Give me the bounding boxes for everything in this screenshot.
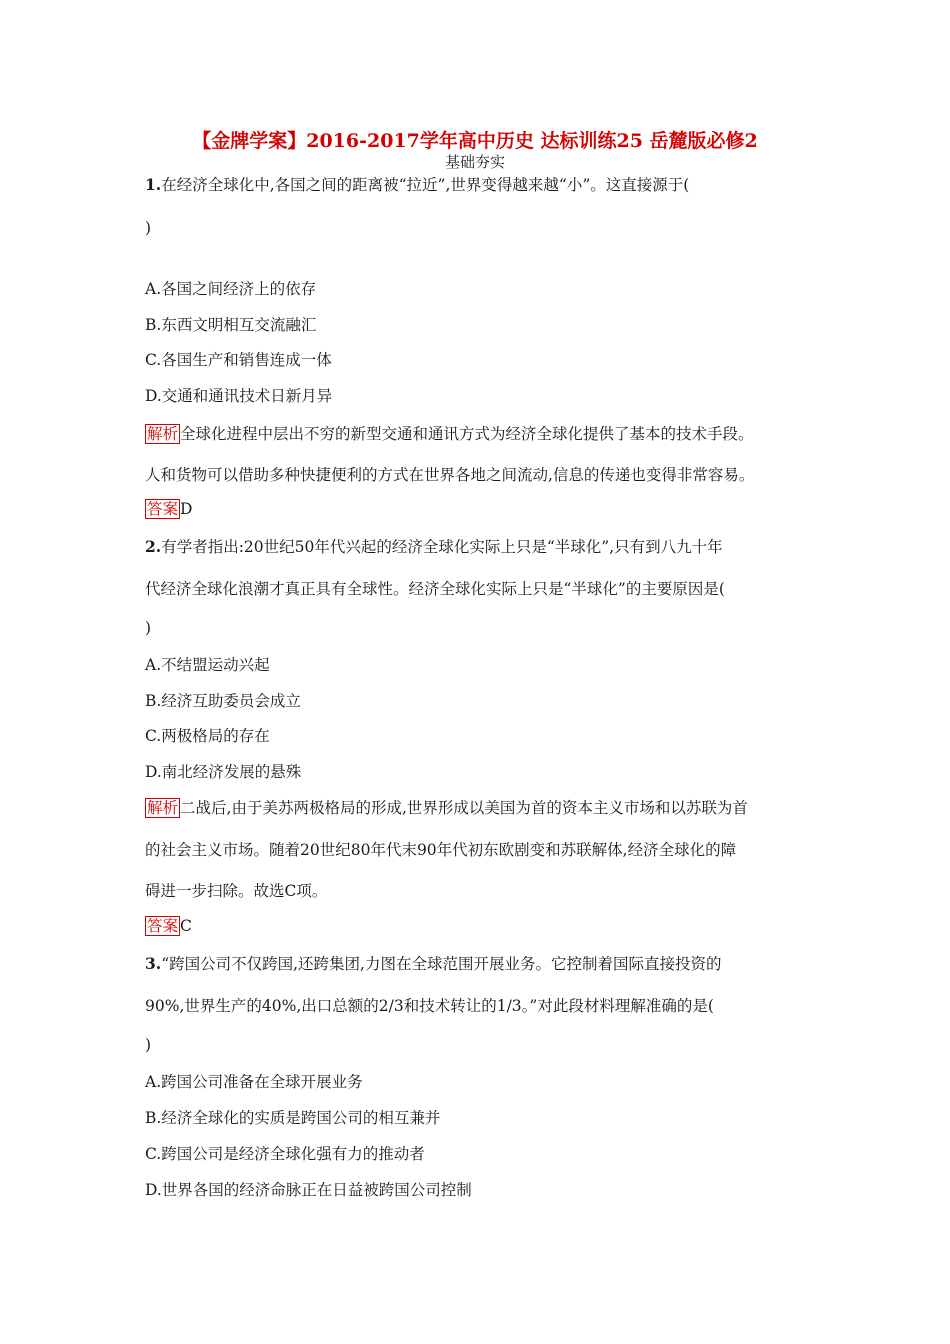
q2-number: 2. (145, 537, 162, 556)
q3-stem-line-1 (145, 954, 721, 974)
analysis-tag: 解析 (147, 425, 179, 443)
q1-stem-line-2: ) (145, 219, 152, 237)
q1-option-b: B.东西文明相互交流融汇 (145, 316, 317, 334)
q2-option-d: D.南北经济发展的悬殊 (145, 763, 302, 781)
q3-stem-text: “跨国公司不仅跨国,还跨集团,力图在全球范围开展业务。它控制着国际直接投资的 (161, 955, 722, 973)
q1-analysis-line-2: 人和货物可以借助多种快捷便利的方式在世界各地之间流动,信息的传递也变得非常容易。 (145, 466, 755, 484)
q1-analysis-line-1 (145, 424, 754, 444)
section-heading: 基础夯实 (444, 153, 505, 171)
q3-option-c: C.跨国公司是经济全球化强有力的推动者 (145, 1145, 425, 1163)
answer-tag: 答案 (147, 500, 179, 518)
q1-option-c: C.各国生产和销售连成一体 (145, 351, 332, 369)
q2-analysis-line-3: 碍进一步扫除。故选C项。 (145, 882, 328, 900)
q1-stem-line-1 (145, 175, 689, 195)
q2-answer (145, 916, 192, 936)
q2-analysis-text: 二战后,由于美苏两极格局的形成,世界形成以美国为首的资本主义市场和以苏联为首 (180, 799, 748, 817)
q1-answer (145, 499, 192, 519)
q2-option-c: C.两极格局的存在 (145, 727, 270, 745)
q3-number: 3. (145, 954, 162, 973)
q3-option-a: A.跨国公司准备在全球开展业务 (145, 1073, 363, 1091)
q2-stem-text: 有学者指出:20世纪50年代兴起的经济全球化实际上只是“半球化”,只有到八九十年 (161, 538, 723, 556)
q2-analysis-line-2: 的社会主义市场。随着20世纪80年代末90年代初东欧剧变和苏联解体,经济全球化的障 (145, 841, 737, 859)
q1-stem-text: 在经济全球化中,各国之间的距离被“拉近”,世界变得越来越“小”。这直接源于( (161, 176, 690, 194)
q1-number: 1. (145, 175, 162, 194)
q1-analysis-text: 全球化进程中层出不穷的新型交通和通讯方式为经济全球化提供了基本的技术手段。 (180, 425, 754, 443)
q2-analysis-line-1 (145, 798, 748, 818)
q2-stem-line-3: ) (145, 619, 152, 637)
q1-option-a: A.各国之间经济上的依存 (145, 280, 317, 298)
q3-stem-line-3: ) (145, 1036, 152, 1054)
q3-option-d: D.世界各国的经济命脉正在日益被跨国公司控制 (145, 1181, 472, 1199)
q1-answer-value: D (180, 500, 193, 518)
document-title: 【金牌学案】2016-2017学年高中历史 达标训练25 岳麓版必修2 (192, 130, 758, 152)
answer-tag: 答案 (147, 917, 179, 935)
q3-stem-line-2: 90%,世界生产的40%,出口总额的2/3和技术转让的1/3。”对此段材料理解准确的是( (145, 997, 714, 1015)
q2-option-a: A.不结盟运动兴起 (145, 656, 270, 674)
q3-option-b: B.经济全球化的实质是跨国公司的相互兼并 (145, 1109, 441, 1127)
q2-stem-line-2: 代经济全球化浪潮才真正具有全球性。经济全球化实际上只是“半球化”的主要原因是( (145, 580, 725, 598)
q1-option-d: D.交通和通讯技术日新月异 (145, 387, 333, 405)
analysis-tag: 解析 (147, 799, 179, 817)
q2-stem-line-1 (145, 537, 723, 557)
q2-answer-value: C (180, 917, 192, 935)
q2-option-b: B.经济互助委员会成立 (145, 692, 301, 710)
